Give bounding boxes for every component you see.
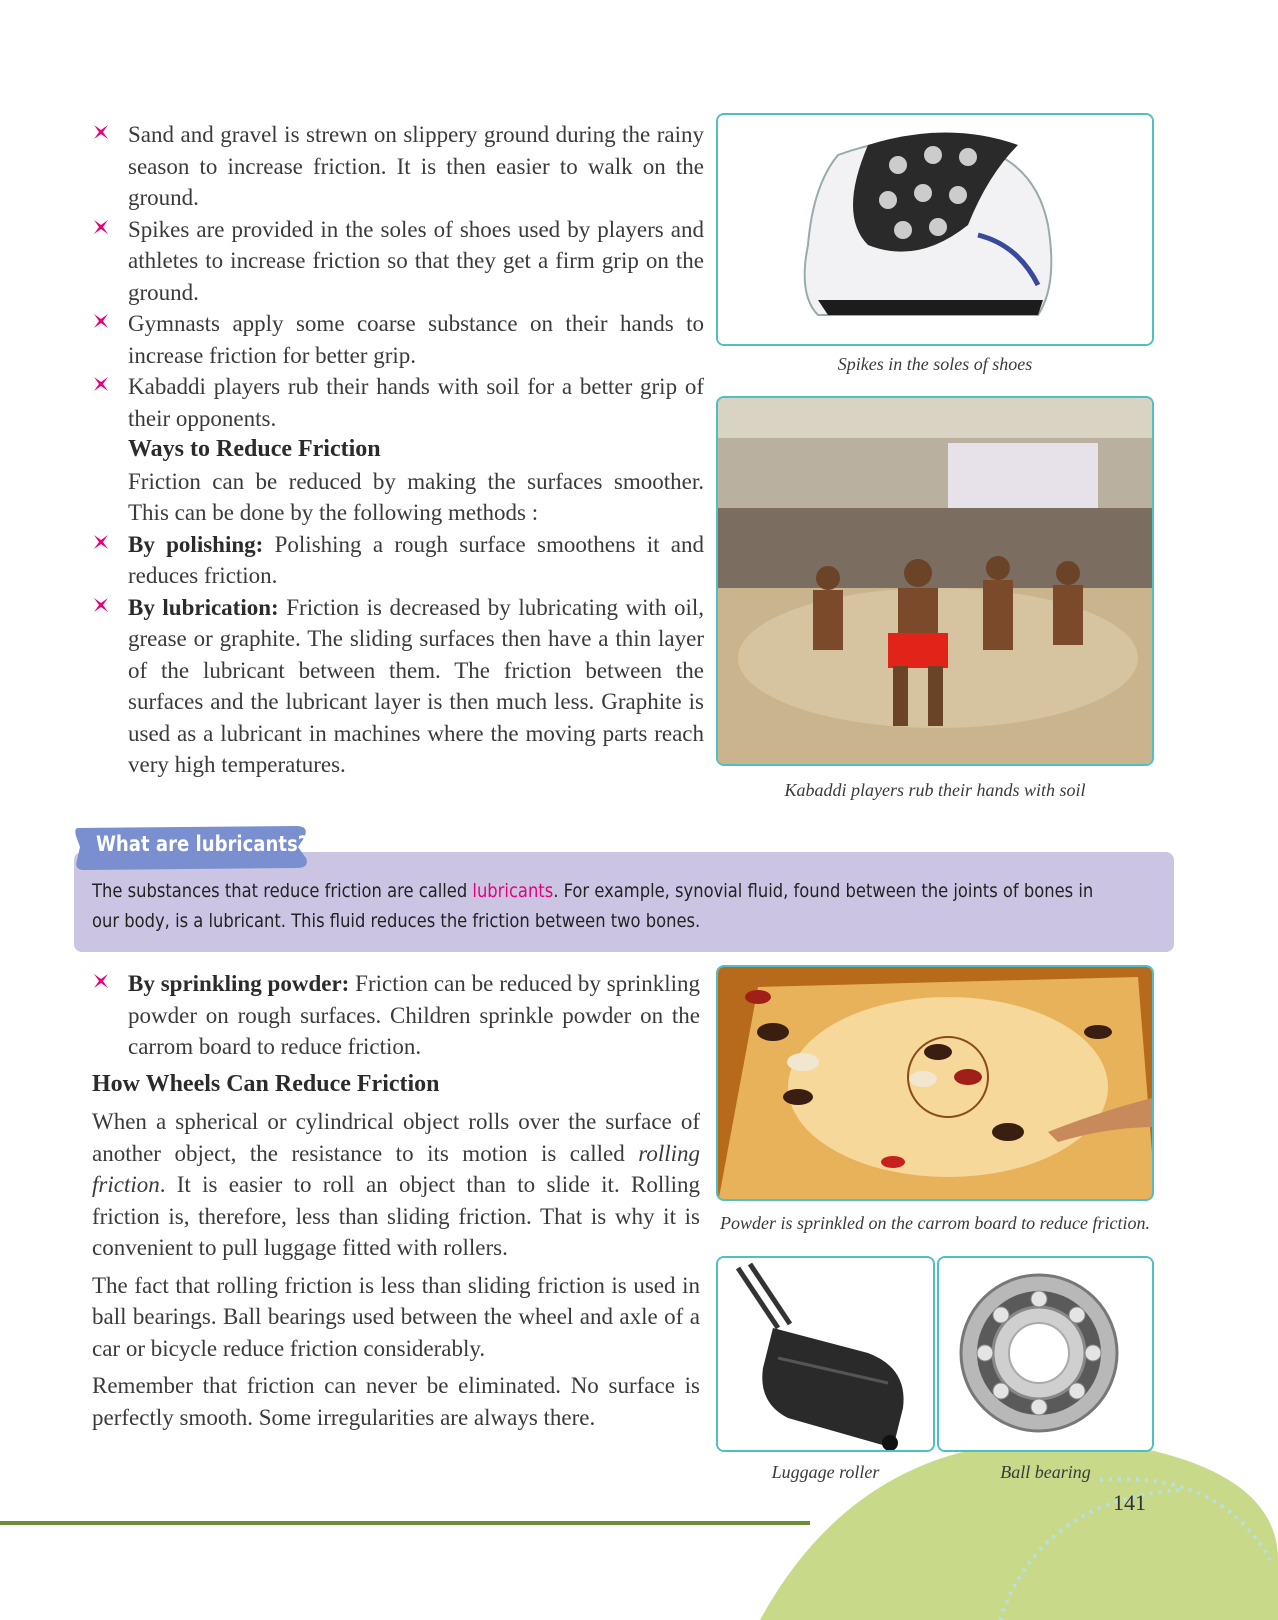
luggage-roller-illustration [718, 1258, 935, 1452]
info-box-title: What are lubricants? [96, 832, 309, 856]
cross-bullet-icon [92, 375, 110, 393]
bullet-item-spikes: Spikes are provided in the soles of shoes used by players and athletes to increase friction so that they get a firm grip on the ground. [92, 214, 704, 309]
cross-bullet-icon [92, 533, 110, 551]
cross-bullet-icon [92, 596, 110, 614]
bottom-text-column [92, 968, 700, 1439]
caption-kabaddi: Kabaddi players rub their hands with soil [784, 780, 1086, 800]
caption-carrom: Powder is sprinkled on the carrom board to reduce friction. [720, 1213, 1150, 1233]
cross-bullet-icon [92, 218, 110, 236]
bullet-item-powder: By sprinkling powder: Friction can be reduced by sprinkling powder on rough surfaces. Children sprinkle powder on the carrom board to reduce friction. [92, 968, 700, 1063]
ball-bearing-image [937, 1256, 1154, 1452]
cross-bullet-icon [92, 312, 110, 330]
caption-bearing: Ball bearing [1000, 1462, 1091, 1482]
caption-shoes: Spikes in the soles of shoes [837, 354, 1033, 374]
spiked-shoe-illustration [718, 115, 1154, 346]
shoes-image [716, 113, 1154, 346]
luggage-image [716, 1256, 935, 1452]
bullet-item-sand: Sand and gravel is strewn on slippery ground during the rainy season to increase friction. It is then easier to walk on the ground. [92, 119, 704, 214]
heading-wheels: How Wheels Can Reduce Friction [92, 1070, 440, 1097]
paragraph-irregularities: Remember that friction can never be eliminated. No surface is perfectly smooth. Some irregularities are always there. [92, 1373, 700, 1430]
top-text-column [92, 119, 704, 781]
bullet-item-polishing: By polishing: Polishing a rough surface smoothens it and reduces friction. [92, 529, 704, 592]
lubricants-definition: The substances that reduce friction are called lubricants. For example, synovial fluid, found between the joints of bones in our body, is a lubricant. This fluid reduces the friction between two bones. [92, 880, 1094, 932]
paragraph-ball-bearings: The fact that rolling friction is less than sliding friction is used in ball bearings. Ball bearings used between the wheel and axle of a car or bicycle reduce friction considerably. [92, 1272, 700, 1361]
cross-bullet-icon [92, 123, 110, 141]
carrom-board-illustration [718, 967, 1154, 1201]
bullet-item-gymnasts: Gymnasts apply some coarse substance on their hands to increase friction for better grip. [92, 308, 704, 371]
caption-luggage: Luggage roller [771, 1462, 880, 1482]
carrom-image [716, 965, 1154, 1201]
paragraph-rolling-friction: When a spherical or cylindrical object rolls over the surface of another object, the resistance to its motion is called rolling friction. It is easier to roll an object than to slide it. Rolling friction is, therefore, less than sliding friction. That is why it is convenient to pull luggage fitted with rollers. [92, 1109, 700, 1260]
reduce-intro: Friction can be reduced by making the surfaces smoother. This can be done by the following methods : [128, 468, 704, 525]
cross-bullet-icon [92, 972, 110, 990]
kabaddi-image [716, 396, 1154, 766]
page-number: 141 [1113, 1490, 1146, 1515]
bullet-item-lubrication: By lubrication: Friction is decreased by lubricating with oil, grease or graphite. The sliding surfaces then have a thin layer of the lubricant between them. The friction between the surfaces and the lubricant layer is then much less. Graphite is used as a lubricant in machines where the moving parts reach very high temperatures. [92, 592, 704, 781]
bullet-item-kabaddi: Kabaddi players rub their hands with soil for a better grip of their opponents. [92, 371, 704, 434]
kabaddi-players-illustration [718, 398, 1154, 766]
ball-bearing-illustration [939, 1258, 1154, 1452]
heading-ways-to-reduce: Ways to Reduce Friction [128, 436, 381, 462]
